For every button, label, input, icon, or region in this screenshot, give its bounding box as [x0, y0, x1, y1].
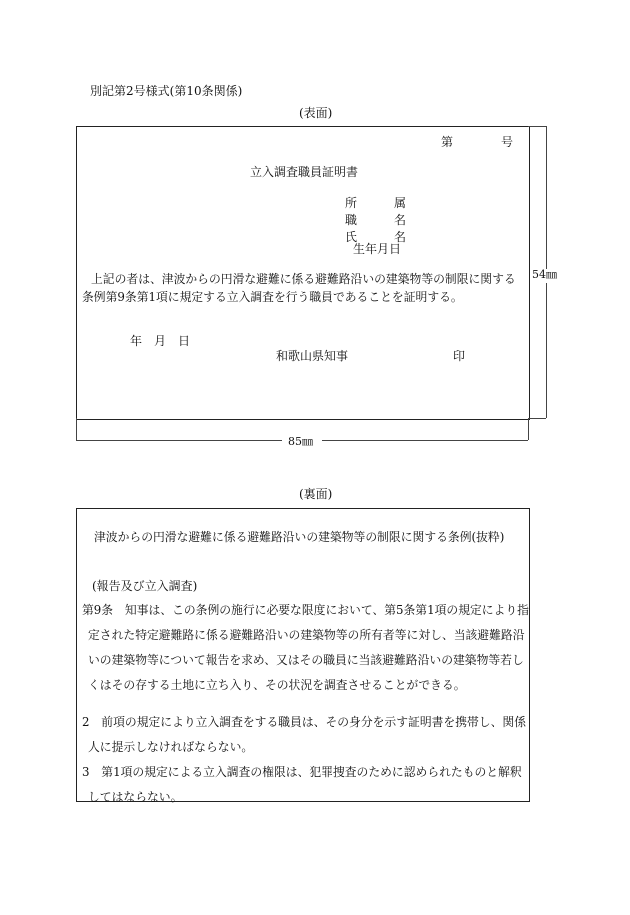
- excerpt-title: 津波からの円滑な避難に係る避難路沿いの建築物等の制限に関する条例(抜粋): [94, 530, 505, 544]
- statement-line-2: 条例第9条第1項に規定する立入調査を行う職員であることを証明する。: [82, 290, 463, 304]
- height-dim-bottom-tick: [528, 418, 546, 419]
- height-dimension-label: 54㎜: [532, 268, 557, 281]
- field-name-label-1: 氏: [345, 230, 358, 244]
- width-dim-line-left: [76, 440, 282, 441]
- height-dim-top-tick: [528, 126, 546, 127]
- width-dim-right-tick: [528, 418, 529, 440]
- width-dimension-label: 85㎜: [288, 435, 313, 448]
- paragraph-3-line-2: してはならない。: [88, 790, 183, 804]
- section-heading: (報告及び立入調査): [92, 579, 198, 593]
- paragraph-2-line-2: 人に提示しなければならない。: [88, 740, 254, 754]
- issue-date: 年 月 日: [130, 334, 191, 348]
- front-side-label: (表面): [299, 106, 333, 120]
- back-side-label: (裏面): [299, 487, 333, 501]
- article-9-line-4: くはその存する土地に立ち入り、その状況を調査させることができる。: [88, 678, 466, 692]
- certificate-number-prefix: 第: [441, 135, 454, 149]
- field-name-label-2: 名: [394, 230, 407, 244]
- field-position-label-2: 名: [394, 213, 407, 227]
- height-dim-line-lower: [546, 283, 547, 418]
- field-affiliation-label-1: 所: [345, 196, 358, 210]
- field-position-label-1: 職: [345, 213, 358, 227]
- field-affiliation-label-2: 属: [394, 196, 407, 210]
- form-label: 別記第2号様式(第10条関係): [90, 84, 243, 98]
- article-9-line-1: 第9条 知事は、この条例の施行に必要な限度において、第5条第1項の規定により指: [82, 603, 529, 617]
- certificate-number-suffix: 号: [501, 135, 514, 149]
- certificate-title: 立入調査職員証明書: [250, 165, 359, 179]
- article-9-line-2: 定された特定避難路に係る避難路沿いの建築物等の所有者等に対し、当該避難路沿: [88, 628, 525, 642]
- width-dim-line-right: [322, 440, 528, 441]
- paragraph-3-line-1: 3 第1項の規定による立入調査の権限は、犯罪捜査のために認められたものと解釈: [82, 765, 522, 779]
- statement-line-1: 上記の者は、津波からの円滑な避難に係る避難路沿いの建築物等の制限に関する: [91, 272, 516, 286]
- height-dim-line-upper: [546, 126, 547, 269]
- paragraph-2-line-1: 2 前項の規定により立入調査をする職員は、その身分を示す証明書を携帯し、関係: [82, 715, 526, 729]
- field-birthdate-label: 生年月日: [353, 242, 402, 256]
- article-9-line-3: いの建築物等について報告を求め、又はその職員に当該避難路沿いの建築物等若し: [88, 653, 524, 667]
- seal-mark: 印: [453, 349, 466, 363]
- issuer-name: 和歌山県知事: [276, 349, 349, 363]
- width-dim-left-tick: [76, 418, 77, 440]
